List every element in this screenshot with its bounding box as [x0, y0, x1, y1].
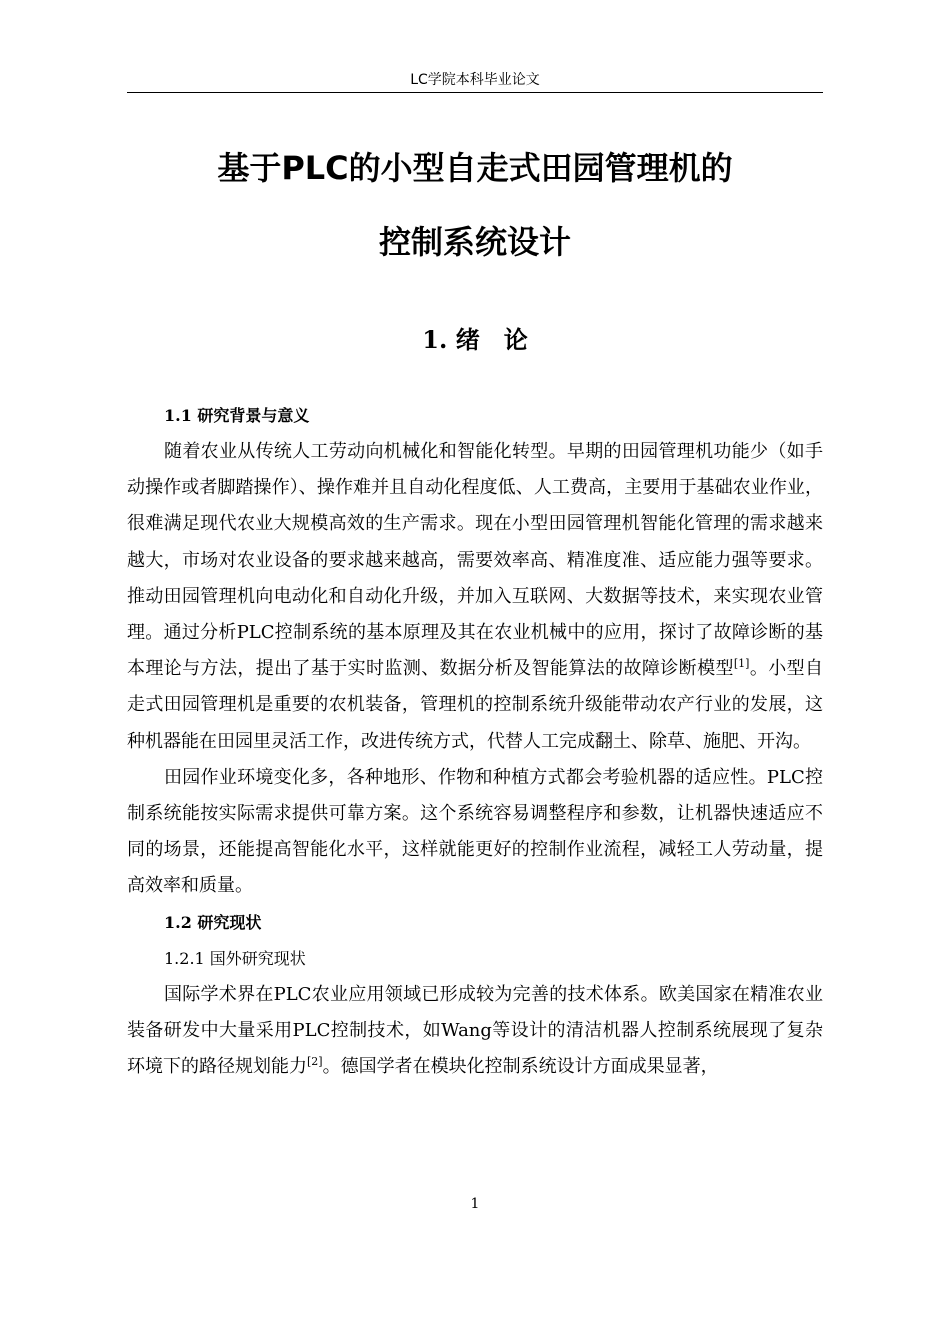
citation-ref: [1] [733, 657, 750, 671]
paragraph-text: 。德国学者在模块化控制系统设计方面成果显著， [322, 1056, 719, 1078]
chapter-heading: 1. 绪 论 [422, 325, 528, 354]
section-heading-1-1: 1.1 研究背景与意义 [164, 406, 310, 425]
paragraph-text: 随着农业从传统人工劳动向机械化和智能化转型。早期的田园管理机功能少（如手动操作或者脚踏操作）、操作难并且自动化程度低、人工费高，主要用于基础农业作业，很难满足现代农业大规模高效的生产需求。现在小型田园管理机智能化管理的需求越来越大，市场对农业设备的要求越来越高，需要效率高、精准度准、适应能力强等要求。推动田园管理机向电动化和自动化升级，并加入互联网、大数据等技术，来实现农业管理。通过分析PLC控制系统的基本原理及其在农业机械中的应用，探讨了故障诊断的基本理论与方法，提出了基于实时监测、数据分析及智能算法的故障诊断模型 [127, 441, 823, 680]
citation-ref: [2] [307, 1055, 323, 1069]
section-heading-1-2: 1.2 研究现状 [164, 912, 262, 932]
body-text [127, 398, 823, 1085]
subsection-heading-1-2-1: 1.2.1 国外研究现状 [164, 948, 306, 968]
thesis-title-line-2: 控制系统设计 [378, 223, 571, 261]
header-rule [127, 92, 823, 93]
thesis-title-line-1: 基于PLC的小型自走式田园管理机的 [217, 149, 733, 187]
paragraph-text: 。小型自走式田园管理机是重要的农机装备，管理机的控制系统升级能带动农产行业的发展，这种机器能在田园里灵活工作，改进传统方式，代替人工完成翻土、除草、施肥、开沟。 [127, 658, 824, 752]
paragraph [127, 434, 823, 760]
running-header: LC学院本科毕业论文 [410, 72, 540, 88]
paragraph [127, 977, 823, 1086]
paragraph: 田园作业环境变化多，各种地形、作物和种植方式都会考验机器的适应性。PLC控制系统能按实际需求提供可靠方案。这个系统容易调整程序和参数，让机器快速适应不同的场景，还能提高智能化水平，这样就能更好的控制作业流程，减轻工人劳动量，提高效率和质量。 [127, 766, 823, 897]
page-number: 1 [470, 1196, 480, 1212]
paragraph-text: 国际学术界在PLC农业应用领域已形成较为完善的技术体系。欧美国家在精准农业装备研发中大量采用PLC控制技术，如Wang等设计的清洁机器人控制系统展现了复杂环境下的路径规划能力 [127, 983, 823, 1078]
